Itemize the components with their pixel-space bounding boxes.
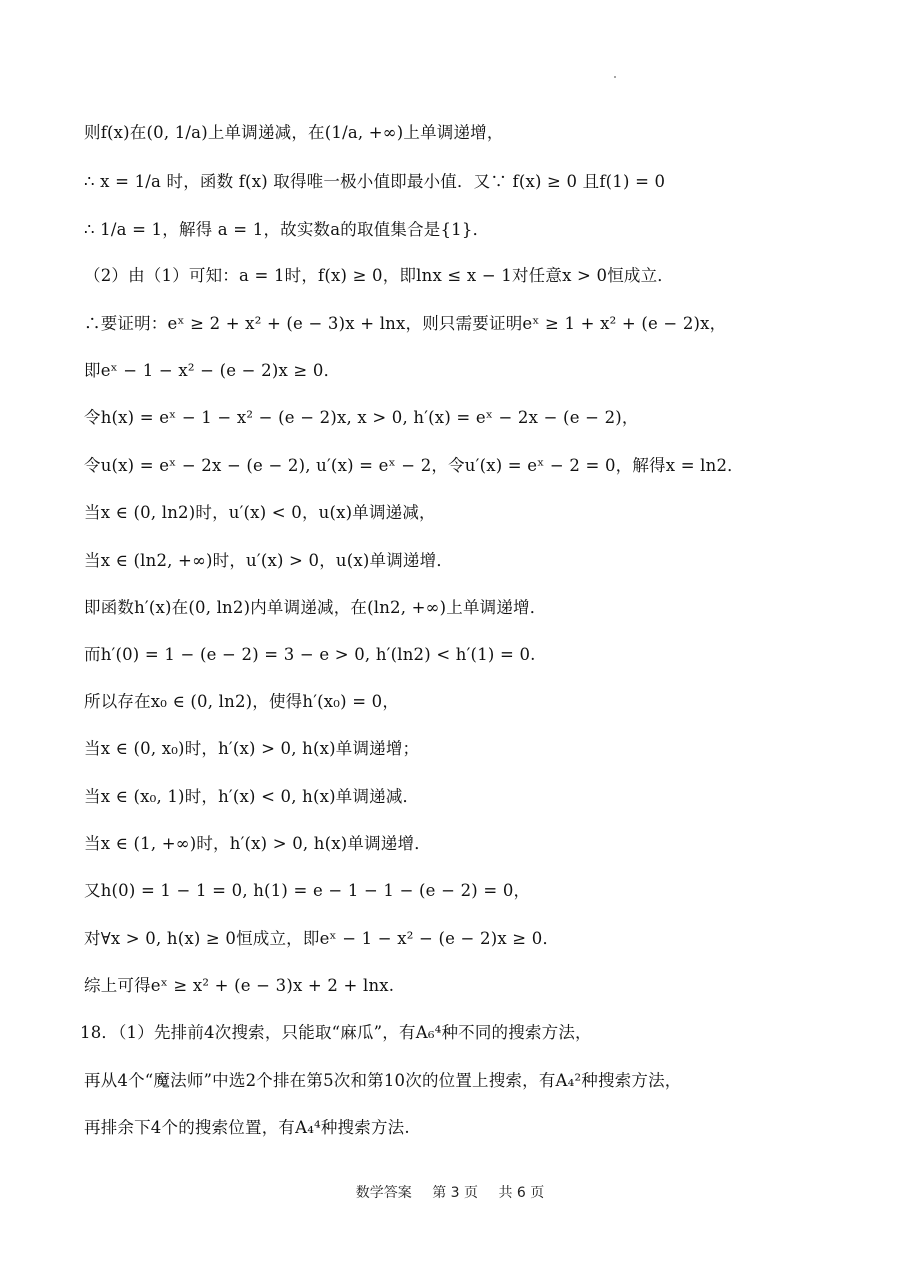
text-line: 当x ∈ (ln2, +∞)时，u′(x) > 0，u(x)单调递增． <box>84 551 454 570</box>
footer-total-pages: 共 6 页 <box>498 1185 545 1201</box>
text-line: 当x ∈ (0, x₀)时，h′(x) > 0, h(x)单调递增； <box>84 739 420 758</box>
text-line: 再排余下4个的搜索位置，有A₄⁴种搜索方法. <box>84 1118 410 1137</box>
page-footer <box>0 1182 900 1202</box>
footer-page-number: 第 3 页 <box>432 1185 478 1201</box>
question-18-line: 18．（1）先排前4次搜索，只能取“麻瓜”，有A₆⁴种不同的搜索方法， <box>80 1023 592 1042</box>
text-line: 所以存在x₀ ∈ (0, ln2)，使得h′(x₀) = 0， <box>84 692 400 711</box>
text-line: 即eˣ − 1 − x² − (e − 2)x ≥ 0． <box>84 361 341 380</box>
text-line: 又h(0) = 1 − 1 = 0, h(1) = e − 1 − 1 − (e − 2) = 0， <box>84 881 531 900</box>
text-line: 当x ∈ (1, +∞)时，h′(x) > 0, h(x)单调递增． <box>84 834 431 853</box>
scan-dot <box>614 76 616 78</box>
text-line: 对∀x > 0, h(x) ≥ 0恒成立，即eˣ − 1 − x² − (e − 2)x ≥ 0． <box>84 929 560 948</box>
text-line: ∴要证明：eˣ ≥ 2 + x² + (e − 3)x + lnx，则只需要证明eˣ ≥ 1 + x² + (e − 2)x， <box>84 314 727 333</box>
text-line: 而h′(0) = 1 − (e − 2) = 3 − e > 0, h′(ln2) < h′(1) = 0. <box>84 645 536 664</box>
text-line: 令u(x) = eˣ − 2x − (e − 2), u′(x) = eˣ − 2，令u′(x) = eˣ − 2 = 0，解得x = ln2． <box>84 456 744 475</box>
text-line: 则f(x)在(0, 1/a)上单调递减，在(1/a, +∞)上单调递增， <box>84 123 504 142</box>
text-line: 当x ∈ (x₀, 1)时，h′(x) < 0, h(x)单调递减． <box>84 787 420 806</box>
text-line: （2）由（1）可知：a = 1时，f(x) ≥ 0，即lnx ≤ x − 1对任意x > 0恒成立． <box>84 266 675 285</box>
text-line: 再从4个“魔法师”中选2个排在第5次和第10次的位置上搜索，有A₄²种搜索方法， <box>84 1071 682 1090</box>
text-line: 令h(x) = eˣ − 1 − x² − (e − 2)x, x > 0, h′(x) = eˣ − 2x − (e − 2)， <box>84 408 639 427</box>
text-line: 当x ∈ (0, ln2)时，u′(x) < 0，u(x)单调递减， <box>84 503 436 522</box>
text-line: ∴ 1/a = 1，解得 a = 1，故实数a的取值集合是{1}． <box>84 220 490 239</box>
text-line: 即函数h′(x)在(0, ln2)内单调递减，在(ln2, +∞)上单调递增． <box>84 598 547 617</box>
text-line: ∴ x = 1/a 时，函数 f(x) 取得唯一极小值即最小值．又∵ f(x) ≥ 0 且f(1) = 0 <box>84 172 666 191</box>
text-line: 综上可得eˣ ≥ x² + (e − 3)x + 2 + lnx. <box>84 976 395 995</box>
footer-subject: 数学答案 <box>355 1185 412 1201</box>
